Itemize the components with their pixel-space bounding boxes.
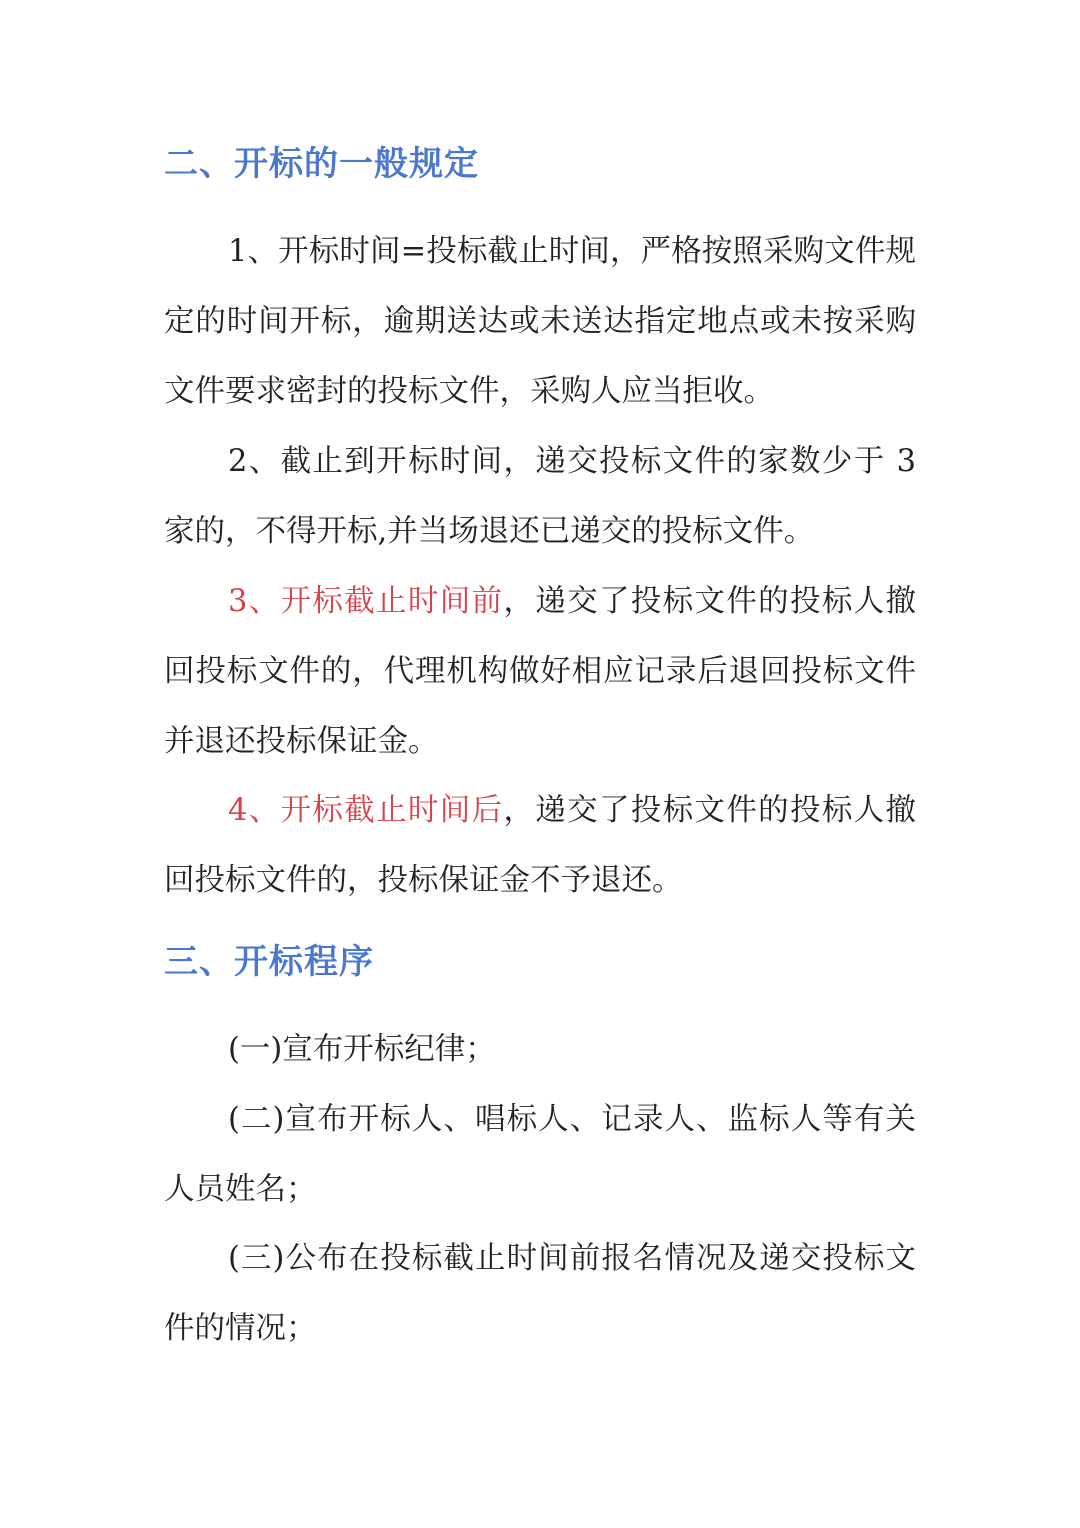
section-heading-procedure: 三、开标程序 [164, 942, 374, 982]
rule-item-3-text: ，递交了投标文件的投标人撤回投标文件的，代理机构做好相应记录后退回投标文件并退还投标保证金。 [164, 584, 917, 759]
rule-item-1 [164, 217, 916, 427]
procedure-item-1-text: (一)宣布开标纪律； [228, 1032, 496, 1067]
procedure-item-3 [164, 1224, 916, 1364]
procedure-item-3-text: (三)公布在投标截止时间前报名情况及递交投标文件的情况； [164, 1241, 916, 1346]
rule-item-1-text: 1、开标时间=投标截止时间，严格按照采购文件规定的时间开标，逾期送达或未送达指定地点或未按采购文件要求密封的投标文件，采购人应当拒收。 [164, 234, 916, 409]
rule-item-3-highlight: 3、开标截止时间前 [228, 584, 504, 619]
rule-item-4-text: ，递交了投标文件的投标人撤回投标文件的，投标保证金不予退还。 [164, 793, 917, 898]
procedure-item-2 [164, 1085, 916, 1225]
rule-item-4-highlight: 4、开标截止时间后 [228, 793, 504, 828]
rule-item-2-text: 2、截止到开标时间，递交投标文件的家数少于 3 家的，不得开标,并当场退还已递交的投标文件。 [164, 444, 916, 549]
procedure-item-1 [164, 1015, 916, 1085]
rule-item-4 [164, 776, 916, 916]
section-heading-general-rules: 二、开标的一般规定 [164, 144, 479, 184]
procedure-item-2-text: (二)宣布开标人、唱标人、记录人、监标人等有关人员姓名； [164, 1102, 916, 1207]
rule-item-3 [164, 567, 916, 777]
rule-item-2 [164, 427, 916, 567]
